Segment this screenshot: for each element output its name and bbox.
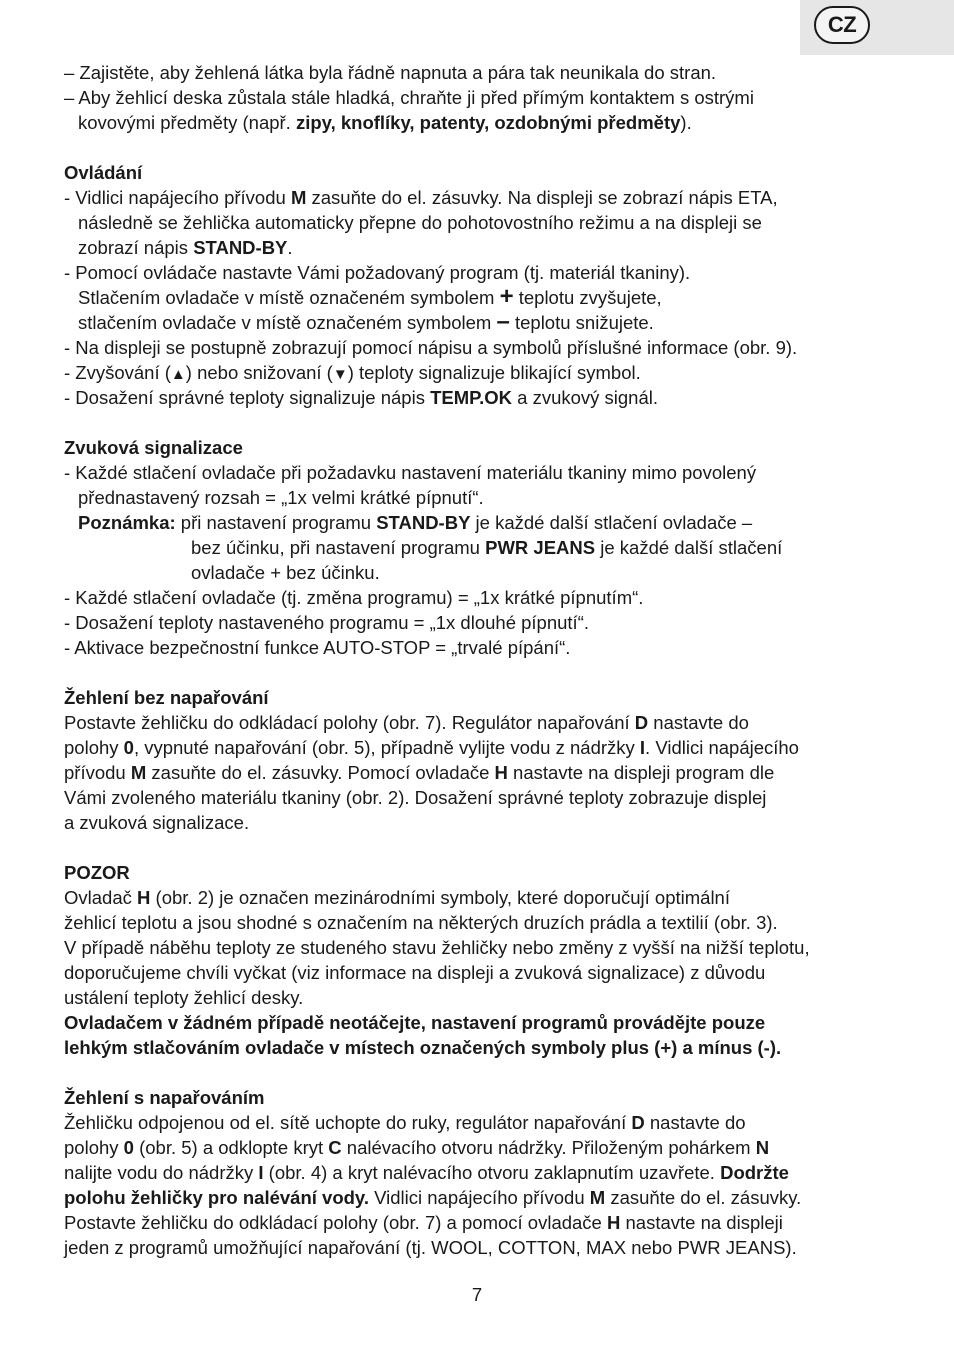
section-heading: Ovládání: [64, 162, 143, 183]
text-line: Postavte žehličku do odkládací polohy (obr. 7). Regulátor napařování D nastavte do: [64, 712, 749, 733]
intro-line: kovovými předměty (např. zipy, knoflíky, patenty, ozdobnými předměty).: [78, 112, 692, 133]
text-line: jeden z programů umožňující napařování (tj. WOOL, COTTON, MAX nebo PWR JEANS).: [64, 1237, 797, 1258]
text-line: Žehličku odpojenou od el. sítě uchopte do ruky, regulátor napařování D nastavte do: [64, 1112, 746, 1133]
section-heading: Žehlení bez napařování: [64, 687, 269, 708]
text-line: žehlicí teplotu a jsou shodné s označením na některých druzích prádla a textilií (obr. 3).: [64, 912, 778, 933]
text-line: a zvuková signalizace.: [64, 812, 250, 833]
text-line: následně se žehlička automaticky přepne do pohotovostního režimu a na displeji se: [78, 212, 762, 233]
text-line: Postavte žehličku do odkládací polohy (obr. 7) a pomocí ovladače H nastavte na displeji: [64, 1212, 783, 1233]
triangle-up-icon: ▲: [170, 366, 186, 383]
section-pozor: [64, 860, 904, 1060]
section-heading: Žehlení s napařováním: [64, 1087, 265, 1108]
text-line: zobrazí nápis STAND-BY.: [78, 237, 293, 258]
note-label: Poznámka:: [78, 512, 176, 533]
text-line: stlačením ovladače v místě označeném symbolem – teplotu snižujete.: [78, 308, 654, 335]
text-line: přednastavený rozsah = „1x velmi krátké pípnutí“.: [78, 487, 484, 508]
triangle-down-icon: ▼: [332, 366, 348, 383]
language-tab: [800, 0, 954, 55]
text-line: - Aktivace bezpečnostní funkce AUTO-STOP = „trvalé pípání“.: [64, 637, 571, 658]
text-line: - Zvyšování (▲) nebo snižovaní (▼) teploty signalizuje blikající symbol.: [64, 362, 641, 383]
text-line: Stlačením ovladače v místě označeném symbolem + teplotu zvyšujete,: [78, 283, 662, 310]
section-zehleni-bez-naparovani: [64, 685, 904, 835]
section-heading: POZOR: [64, 862, 130, 883]
text-line: polohu žehličky pro nalévání vody. Vidlici napájecího přívodu M zasuňte do el. zásuvky.: [64, 1187, 802, 1208]
text-line: - Dosažení správné teploty signalizuje nápis TEMP.OK a zvukový signál.: [64, 387, 659, 408]
text-line: - Dosažení teploty nastaveného programu = „1x dlouhé pípnutí“.: [64, 612, 590, 633]
text-line: Vámi zvoleného materiálu tkaniny (obr. 2). Dosažení správné teploty zobrazuje displej: [64, 787, 767, 808]
note-line: bez účinku, při nastavení programu PWR JEANS je každé další stlačení: [191, 537, 783, 558]
text-line: polohy 0, vypnuté napařování (obr. 5), případně vylijte vodu z nádržky I. Vidlici napájecího: [64, 737, 799, 758]
text-line: nalijte vodu do nádržky I (obr. 4) a kryt nalévacího otvoru zaklapnutím uzavřete. Dodržte: [64, 1162, 789, 1183]
note-line: Poznámka: při nastavení programu STAND-BY je každé další stlačení ovladače –: [78, 512, 753, 533]
text-line: - Na displeji se postupně zobrazují pomocí nápisu a symbolů příslušné informace (obr. 9).: [64, 337, 798, 358]
section-heading: Zvuková signalizace: [64, 437, 243, 458]
plus-icon: +: [499, 283, 514, 310]
minus-icon: –: [496, 308, 510, 335]
document-body: [64, 60, 904, 1260]
section-ovladani: [64, 160, 904, 410]
intro-section: [64, 60, 904, 135]
page-number: 7: [471, 1284, 483, 1305]
text-line: V případě náběhu teploty ze studeného stavu žehličky nebo změny z vyšší na nižší teplotu,: [64, 937, 810, 958]
note-line: ovladače + bez účinku.: [191, 562, 380, 583]
warning-line: Ovladačem v žádném případě neotáčejte, nastavení programů provádějte pouze: [64, 1012, 766, 1033]
section-zehleni-s-naparovanim: [64, 1085, 904, 1260]
text-line: - Každé stlačení ovladače při požadavku nastavení materiálu tkaniny mimo povolený: [64, 462, 757, 483]
text-line: - Každé stlačení ovladače (tj. změna programu) = „1x krátké pípnutím“.: [64, 587, 644, 608]
intro-line: – Zajistěte, aby žehlená látka byla řádně napnuta a pára tak neunikala do stran.: [64, 62, 717, 83]
text-line: polohy 0 (obr. 5) a odklopte kryt C nalévacího otvoru nádržky. Přiloženým pohárkem N: [64, 1137, 770, 1158]
text-line: - Vidlici napájecího přívodu M zasuňte do el. zásuvky. Na displeji se zobrazí nápis ETA,: [64, 187, 778, 208]
section-zvukova-signalizace: [64, 435, 904, 660]
text-line: ustálení teploty žehlicí desky.: [64, 987, 304, 1008]
text-line: doporučujeme chvíli vyčkat (viz informace na displeji a zvuková signalizace) z důvodu: [64, 962, 766, 983]
warning-line: lehkým stlačováním ovladače v místech označených symboly plus (+) a mínus (-).: [64, 1037, 782, 1058]
language-badge: CZ: [814, 6, 870, 44]
intro-line: – Aby žehlicí deska zůstala stále hladká, chraňte ji před přímým kontaktem s ostrými: [64, 87, 754, 108]
text-line: - Pomocí ovládače nastavte Vámi požadovaný program (tj. materiál tkaniny).: [64, 262, 691, 283]
text-line: Ovladač H (obr. 2) je označen mezinárodními symboly, které doporučují optimální: [64, 887, 730, 908]
text-line: přívodu M zasuňte do el. zásuvky. Pomocí ovladače H nastavte na displeji program dle: [64, 762, 775, 783]
